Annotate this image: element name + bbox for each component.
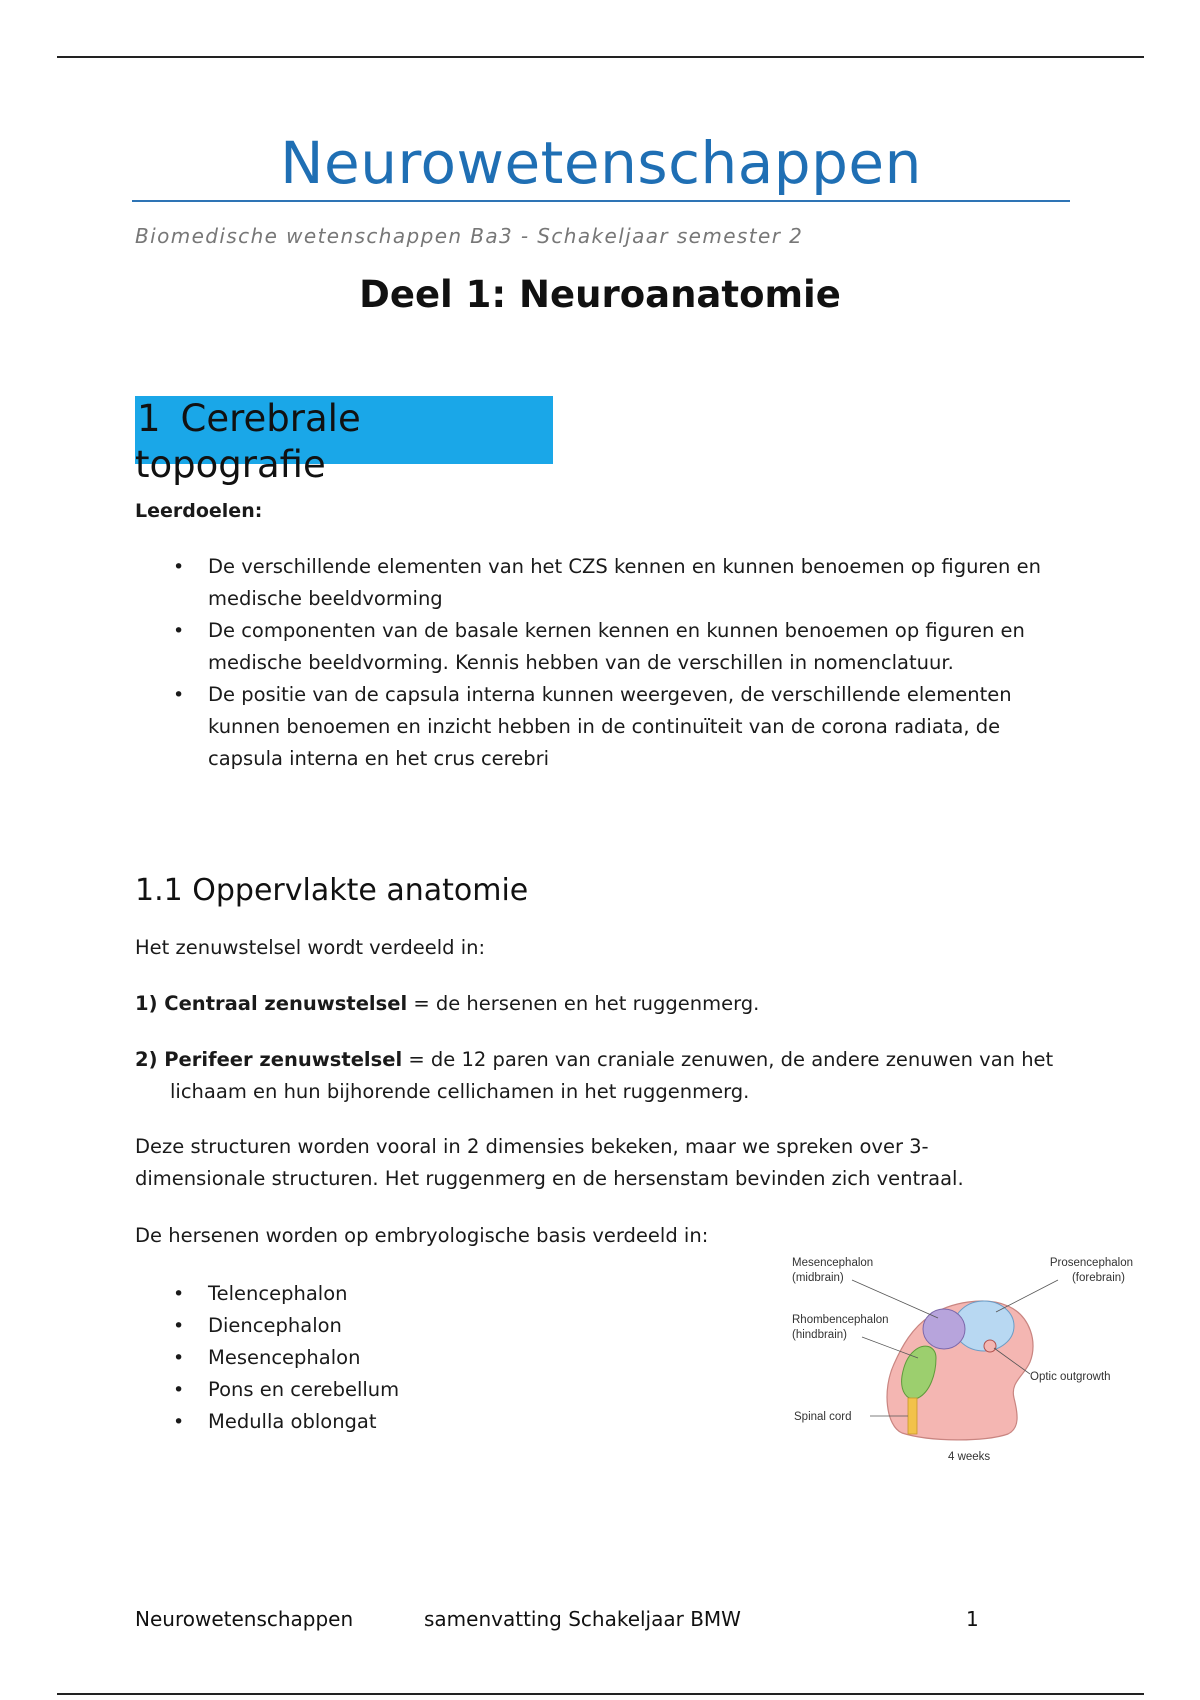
brain-part: Diencephalon: [208, 1314, 342, 1337]
label-midbrain: (midbrain): [792, 1272, 844, 1284]
bullet-icon: •: [173, 1347, 185, 1369]
label-spinal-cord: Spinal cord: [794, 1411, 852, 1423]
pns-text: = de 12 paren van craniale zenuwen, de andere zenuwen van het lichaam en hun bijhorende cellichamen in het ruggenmerg.: [170, 1048, 1054, 1103]
list-item: [173, 1278, 608, 1310]
document-title: Neurowetenschappen: [132, 128, 1070, 202]
brain-part: Mesencephalon: [208, 1346, 361, 1369]
bullet-icon: •: [173, 1283, 185, 1305]
bullet-icon: •: [173, 684, 185, 706]
brain-part: Medulla oblongat: [208, 1410, 377, 1433]
bullet-icon: •: [173, 556, 185, 578]
label-hindbrain: (hindbrain): [792, 1329, 847, 1341]
leader-line: [996, 1280, 1058, 1312]
list-item: [173, 679, 1068, 775]
brain-part: Pons en cerebellum: [208, 1378, 400, 1401]
brain-parts-list: [173, 1278, 608, 1438]
document-subtitle: Biomedische wetenschappen Ba3 - Schakeljaar semester 2: [135, 224, 804, 248]
footer-center: samenvatting Schakeljaar BMW: [424, 1607, 741, 1631]
bullet-icon: •: [173, 620, 185, 642]
embryo-brain-figure: [790, 1250, 1135, 1470]
cns-text: = de hersenen en het ruggenmerg.: [407, 992, 760, 1015]
figure-caption: 4 weeks: [948, 1451, 991, 1463]
section-1-title: Cerebrale topografie: [135, 397, 361, 486]
list-item: [173, 551, 1068, 615]
section-1-heading: [135, 396, 553, 486]
mesencephalon-shape: [923, 1309, 965, 1349]
bullet-icon: •: [173, 1315, 185, 1337]
goal-text: De positie van de capsula interna kunnen weergeven, de verschillende elementen kunnen benoemen en inzicht hebben in de continuïteit van de corona radiata, de capsula interna en het crus cerebri: [208, 683, 1012, 770]
goal-text: De verschillende elementen van het CZS kennen en kunnen benoemen op figuren en medische beeldvorming: [208, 555, 1041, 610]
list-item: [173, 1374, 608, 1406]
learning-goals-list: [173, 551, 1068, 775]
list-item: [173, 1406, 608, 1438]
bullet-icon: •: [173, 1411, 185, 1433]
optic-outgrowth-shape: [984, 1340, 996, 1352]
section-1-number: 1: [137, 397, 161, 440]
list-item: [173, 615, 1068, 679]
header-rule: [57, 56, 1144, 58]
spinal-cord-shape: [908, 1398, 917, 1434]
page-number: 1: [966, 1607, 979, 1631]
pns-label: 2) Perifeer zenuwstelsel: [135, 1048, 403, 1071]
leader-line: [852, 1280, 938, 1318]
cns-label: 1) Centraal zenuwstelsel: [135, 992, 408, 1015]
label-mesencephalon: Mesencephalon: [792, 1257, 874, 1269]
label-forebrain: (forebrain): [1071, 1272, 1125, 1284]
pns-definition: [135, 1044, 1090, 1108]
bullet-icon: •: [173, 1379, 185, 1401]
learning-goals-label: Leerdoelen:: [135, 500, 263, 522]
goal-text: De componenten van de basale kernen kennen en kunnen benoemen op figuren en medische beeldvorming. Kennis hebben van de verschillen in nomenclatuur.: [208, 619, 1025, 674]
section-1-1-heading: 1.1 Oppervlakte anatomie: [135, 873, 529, 908]
footer-left: Neurowetenschappen: [135, 1607, 354, 1631]
list-item: [173, 1310, 608, 1342]
footer-rule: [57, 1693, 1144, 1695]
embryo-intro: De hersenen worden op embryologische basis verdeeld in:: [135, 1224, 709, 1247]
cns-definition: [135, 988, 1085, 1020]
brain-part: Telencephalon: [208, 1282, 348, 1305]
part-title: Deel 1: Neuroanatomie: [359, 273, 841, 316]
label-optic-outgrowth: Optic outgrowth: [1030, 1371, 1111, 1383]
dimensions-paragraph: Deze structuren worden vooral in 2 dimensies bekeken, maar we spreken over 3-dimensionale structuren. Het ruggenmerg en de hersenstam bevinden zich ventraal.: [135, 1135, 964, 1190]
list-item: [173, 1342, 608, 1374]
label-rhombencephalon: Rhombencephalon: [792, 1314, 889, 1326]
label-prosencephalon: Prosencephalon: [1049, 1257, 1133, 1269]
intro-text: Het zenuwstelsel wordt verdeeld in:: [135, 936, 486, 959]
